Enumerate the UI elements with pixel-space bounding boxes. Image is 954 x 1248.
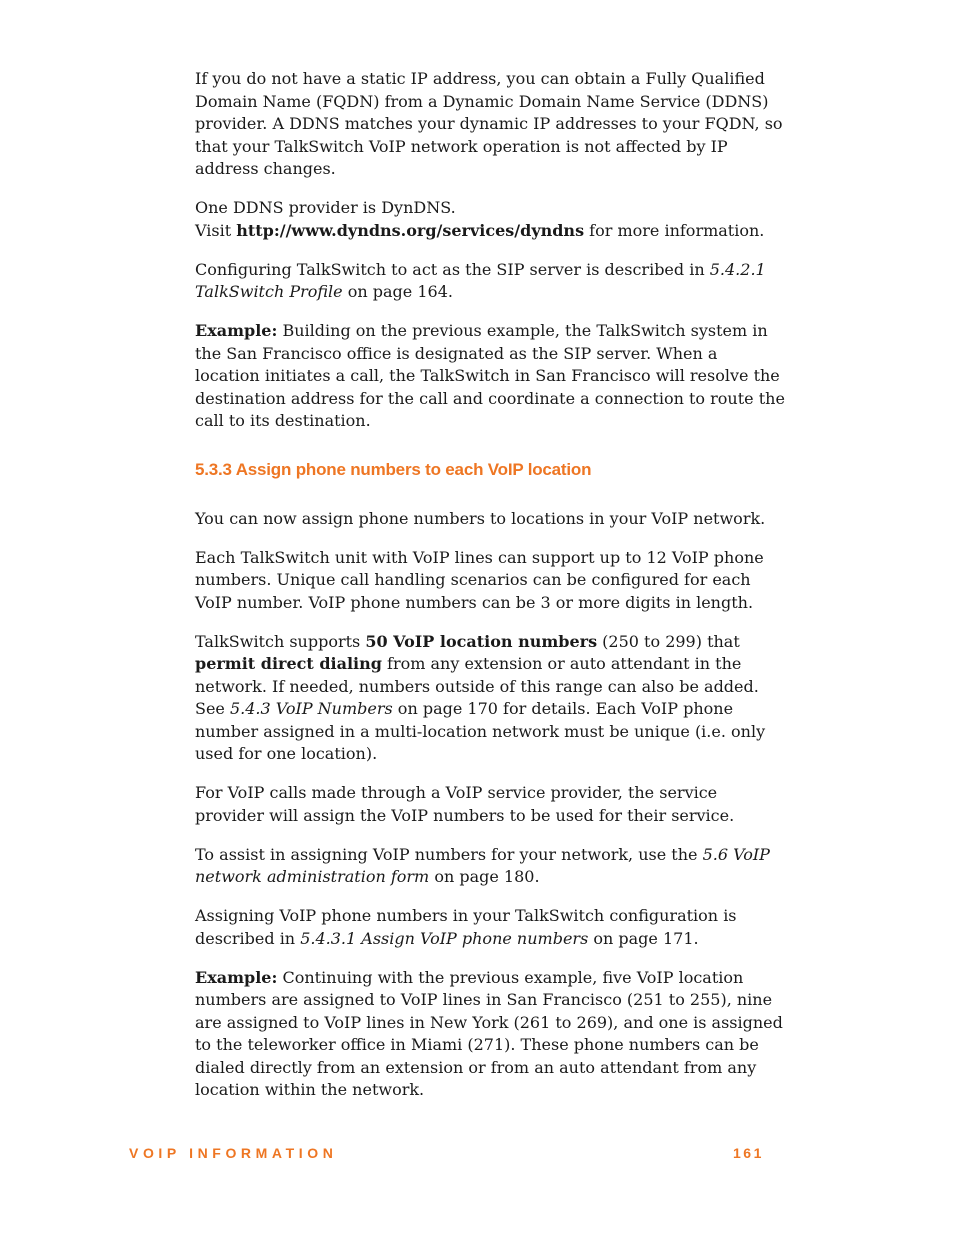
footer-page-number: 161 — [733, 1145, 764, 1161]
paragraph-location-numbers — [195, 631, 785, 766]
example-label: Example: — [195, 967, 278, 987]
paragraph-voip-capacity — [195, 547, 785, 615]
bold-text: 50 VoIP location numbers — [365, 631, 598, 651]
dyndns-url: http://www.dyndns.org/services/dyndns — [236, 220, 585, 240]
page-body — [195, 68, 785, 1118]
paragraph-text: Configuring TalkSwitch to act as the SIP server is described in — [195, 259, 710, 279]
paragraph-text: TalkSwitch supports — [195, 631, 366, 651]
paragraph-text: on page 170 for details. Each VoIP phone number assigned in a multi-location network must be unique (i.e. only used for one location). — [195, 699, 766, 763]
bold-text: permit direct dialing — [195, 654, 382, 673]
paragraph-text: (250 to 299) that — [597, 631, 740, 651]
paragraph-text: To assist in assigning VoIP numbers for your network, use the — [195, 844, 703, 864]
cross-reference: 5.4.3 VoIP Numbers — [229, 699, 393, 718]
paragraph-assign-config — [195, 905, 785, 950]
paragraph-dyndns — [195, 197, 785, 242]
footer-section-title: VOIP INFORMATION — [129, 1145, 338, 1161]
paragraph-sip-server — [195, 259, 785, 304]
paragraph-admin-form — [195, 844, 785, 889]
paragraph-text: If you do not have a static IP address, you can obtain a Fully Qualified Domain Name (FQDN) from a Dynamic Domain Name Service (DDNS) provider. A DDNS matches your dynamic IP addresses to your FQDN, so that your TalkSwitch VoIP network operation is not affected by IP address changes. — [195, 69, 783, 178]
cross-reference: 5.6 VoIP network administration form — [195, 844, 770, 886]
paragraph-assign-intro — [195, 508, 785, 531]
paragraph-text: Continuing with the previous example, five VoIP location numbers are assigned to VoIP lines in San Francisco (251 to 255), nine are assigned to VoIP lines in New York (261 to 269), and one is assigned to the teleworker office in Miami (271). These phone numbers can be dialed directly from an extension or from an auto attendant from any location within the network. — [195, 967, 783, 1099]
cross-reference: 5.4.2.1 TalkSwitch Profile — [195, 259, 766, 301]
paragraph-text: One DDNS provider is DynDNS. — [195, 198, 456, 217]
paragraph-text: Building on the previous example, the TalkSwitch system in the San Francisco office is designated as the SIP server. When a location initiates a call, the TalkSwitch in San Francisco will resolve the destination address for the call and coordinate a connection to route the call to its destination. — [195, 321, 785, 430]
paragraph-text: for more information. — [584, 220, 765, 240]
paragraph-text: from any extension or auto attendant in the network. If needed, numbers outside of this range can also be added. See — [195, 654, 759, 718]
paragraph-text: For VoIP calls made through a VoIP service provider, the service provider will assign the VoIP numbers to be used for their service. — [195, 783, 735, 825]
paragraph-text: Each TalkSwitch unit with VoIP lines can support up to 12 VoIP phone numbers. Unique call handling scenarios can be configured for each VoIP number. VoIP phone numbers can be 3 or more digits in length. — [195, 547, 764, 612]
cross-reference: 5.4.3.1 Assign VoIP phone numbers — [300, 928, 589, 948]
paragraph-example-numbers — [195, 967, 785, 1102]
paragraph-text: Visit — [195, 220, 237, 240]
paragraph-text: on page 180. — [429, 867, 540, 886]
paragraph-text: on page 164. — [342, 282, 453, 301]
paragraph-text: on page 171. — [588, 928, 699, 948]
example-label: Example: — [195, 321, 278, 340]
paragraph-text: Assigning VoIP phone numbers in your TalkSwitch configuration is described in — [195, 906, 737, 948]
section-heading: 5.3.3 Assign phone numbers to each VoIP location — [195, 459, 592, 479]
paragraph-service-provider — [195, 782, 785, 827]
paragraph-fqdn — [195, 68, 785, 181]
paragraph-example-sip — [195, 320, 785, 433]
paragraph-text: You can now assign phone numbers to locations in your VoIP network. — [195, 508, 766, 528]
